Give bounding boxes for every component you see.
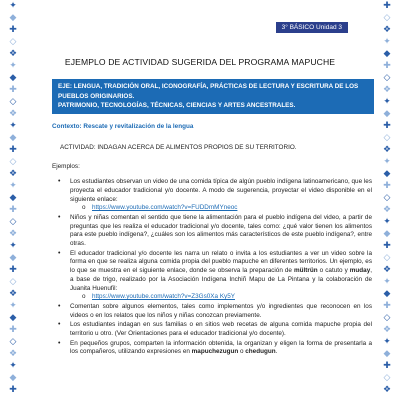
- border-motif-icon: ◆: [9, 253, 17, 263]
- border-motif-icon: ✦: [9, 301, 17, 311]
- grade-unit-badge: 3° BÁSICO Unidad 3: [276, 22, 348, 33]
- list-item: [70, 340, 372, 357]
- border-motif-icon: ◇: [383, 313, 391, 323]
- item-text: En pequeños grupos, comparten la información obtenida, la organizan y eligen la forma de presentarla a los compañeros, utilizando expresiones en: [70, 339, 372, 356]
- border-motif-icon: ✚: [383, 61, 391, 71]
- border-motif-icon: ✚: [383, 181, 391, 191]
- border-motif-icon: ❖: [8, 49, 18, 59]
- border-motif-icon: ✦: [9, 1, 17, 11]
- context-heading: Contexto: Rescate y revitalización de la lengua: [52, 123, 194, 130]
- border-motif-icon: ❖: [8, 169, 18, 179]
- border-motif-icon: ◇: [383, 253, 391, 263]
- item-bold-term: mültrün: [294, 267, 318, 275]
- item-bold-term: mapuchezugun: [191, 348, 239, 356]
- examples-label: Ejemplos:: [52, 163, 80, 171]
- video-link[interactable]: o https://www.youtube.com/watch?v=Z3Gs0Xa Ky5Y: [92, 293, 372, 302]
- border-motif-icon: ✦: [383, 97, 391, 107]
- item-text: El educador tradicional y/o docente les narra un relato o invita a los estudiantes a ver un video sobre la forma en que se realiza alguna comida propia del pueblo mapuche en diferentes territorios. Un ejemplo, es lo que se muestra en el siguiente enlace, donde se observa la preparación de: [70, 249, 372, 275]
- border-motif-icon: ✦: [9, 361, 17, 371]
- border-motif-icon: ✦: [383, 277, 391, 287]
- border-motif-icon: ❖: [8, 109, 18, 119]
- border-motif-icon: ✚: [383, 301, 391, 311]
- border-motif-icon: ✚: [383, 1, 391, 11]
- border-motif-icon: ◆: [9, 373, 17, 383]
- border-motif-icon: ✦: [383, 337, 391, 347]
- border-motif-icon: ◇: [383, 73, 391, 83]
- border-motif-icon: ❖: [382, 325, 392, 335]
- border-motif-icon: ◆: [383, 169, 391, 179]
- border-motif-icon: ✚: [9, 145, 17, 155]
- border-motif-icon: ◇: [9, 217, 17, 227]
- item-bold-term: chedugun: [245, 348, 276, 356]
- eje-banner: [52, 79, 374, 114]
- border-motif-icon: ✦: [383, 217, 391, 227]
- border-motif-icon: ◇: [9, 277, 17, 287]
- border-motif-icon: ◇: [383, 133, 391, 143]
- item-text: o: [238, 348, 246, 356]
- border-motif-icon: ✦: [9, 241, 17, 251]
- item-text: Comentan sobre algunos elementos, tales como implementos y/o ingredientes que reconocen en los videos o en los relatos que los niños y niñas conozcan previamente.: [70, 302, 372, 319]
- border-motif-icon: ✚: [383, 241, 391, 251]
- list-item: [70, 178, 372, 213]
- item-text: o catuto y: [317, 267, 350, 275]
- list-item: [70, 303, 372, 320]
- border-motif-icon: ◆: [9, 13, 17, 23]
- border-motif-icon: ❖: [382, 385, 392, 395]
- activity-content: [52, 123, 372, 358]
- border-motif-icon: ✦: [383, 37, 391, 47]
- border-motif-icon: ◆: [9, 133, 17, 143]
- border-motif-icon: ◆: [9, 193, 17, 203]
- list-item: [70, 214, 372, 249]
- border-motif-icon: ◇: [9, 337, 17, 347]
- border-motif-icon: ✦: [9, 121, 17, 131]
- item-bold-term: muday: [349, 267, 371, 275]
- border-motif-icon: ✚: [9, 325, 17, 335]
- item-text: , a base de trigo, realizado por la Asociación Indígena Inchiñ Mapu de La Pintana y la colaboración de Juanita Huenufil:: [70, 267, 372, 292]
- border-motif-icon: ❖: [382, 25, 392, 35]
- border-motif-icon: ✦: [383, 157, 391, 167]
- border-motif-icon: ❖: [382, 205, 392, 215]
- border-motif-icon: ❖: [8, 349, 18, 359]
- item-text: Los estudiantes observan un video de una comida típica de algún pueblo indígena latinoamericano, que les proyecta el educador tradicional y/o docente. A modo de sugerencia, proyectar el video disponible en el siguiente enlace:: [70, 178, 372, 203]
- page-title: EJEMPLO DE ACTIVIDAD SUGERIDA DEL PROGRAMA MAPUCHE: [64, 57, 336, 67]
- border-motif-icon: ✚: [383, 121, 391, 131]
- eje-line-1: EJE: LENGUA, TRADICIÓN ORAL, ICONOGRAFÍA, PRÁCTICAS DE LECTURA Y ESCRITURA DE LOS PUEBLOS ORIGINARIOS.: [58, 83, 359, 100]
- border-motif-icon: ✚: [9, 85, 17, 95]
- eje-line-2: PATRIMONIO, TECNOLOGÍAS, TÉCNICAS, CIENCIAS Y ARTES ANCESTRALES.: [58, 102, 296, 109]
- item-text: .: [275, 348, 278, 356]
- list-item: [70, 321, 372, 338]
- border-motif-icon: ◆: [383, 289, 391, 299]
- border-motif-icon: ❖: [382, 265, 392, 275]
- border-motif-icon: ◇: [383, 373, 391, 383]
- list-item: [70, 250, 372, 302]
- border-motif-icon: ✚: [383, 361, 391, 371]
- item-text: Niños y niñas comentan el sentido que tiene la alimentación para el pueblo indígena del video, a partir de preguntas que les realiza el educador tradicional y/o docente, tales como: ¿qué valor tienen los alimentos para este pueblo indígena?, ¿cuáles son los alimentos más característicos de este pueblo indígena?, entre otras.: [70, 213, 372, 248]
- border-motif-icon: ✚: [9, 265, 17, 275]
- border-motif-icon: ◇: [9, 97, 17, 107]
- border-motif-icon: ❖: [382, 145, 392, 155]
- border-motif-icon: ◇: [383, 193, 391, 203]
- video-link[interactable]: o https://www.youtube.com/watch?v=FUDDmMYneoc: [92, 204, 372, 213]
- border-motif-icon: ◇: [383, 13, 391, 23]
- item-text: Los estudiantes indagan en sus familias o en sitios web recetas de alguna comida mapuche propia del territorio u otro. (Ver Orientaciones para el educador tradicional y/o docente).: [70, 321, 372, 338]
- border-motif-icon: ◆: [9, 73, 17, 83]
- border-motif-icon: ◆: [383, 229, 391, 239]
- border-motif-icon: ✚: [9, 205, 17, 215]
- border-motif-icon: ◆: [383, 109, 391, 119]
- border-motif-icon: ✦: [9, 61, 17, 71]
- border-motif-icon: ◇: [9, 157, 17, 167]
- border-motif-icon: ◆: [383, 349, 391, 359]
- border-motif-icon: ✚: [9, 25, 17, 35]
- border-motif-icon: ❖: [8, 229, 18, 239]
- examples-list: [52, 178, 372, 357]
- border-motif-icon: ◇: [9, 37, 17, 47]
- border-motif-icon: ✦: [9, 181, 17, 191]
- border-motif-icon: ❖: [8, 289, 18, 299]
- activity-heading: ACTIVIDAD: INDAGAN ACERCA DE ALIMENTOS PROPIOS DE SU TERRITORIO.: [60, 143, 297, 151]
- border-motif-icon: ❖: [382, 85, 392, 95]
- border-motif-icon: ◆: [383, 49, 391, 59]
- border-motif-icon: ✚: [9, 385, 17, 395]
- border-motif-icon: ◆: [9, 313, 17, 323]
